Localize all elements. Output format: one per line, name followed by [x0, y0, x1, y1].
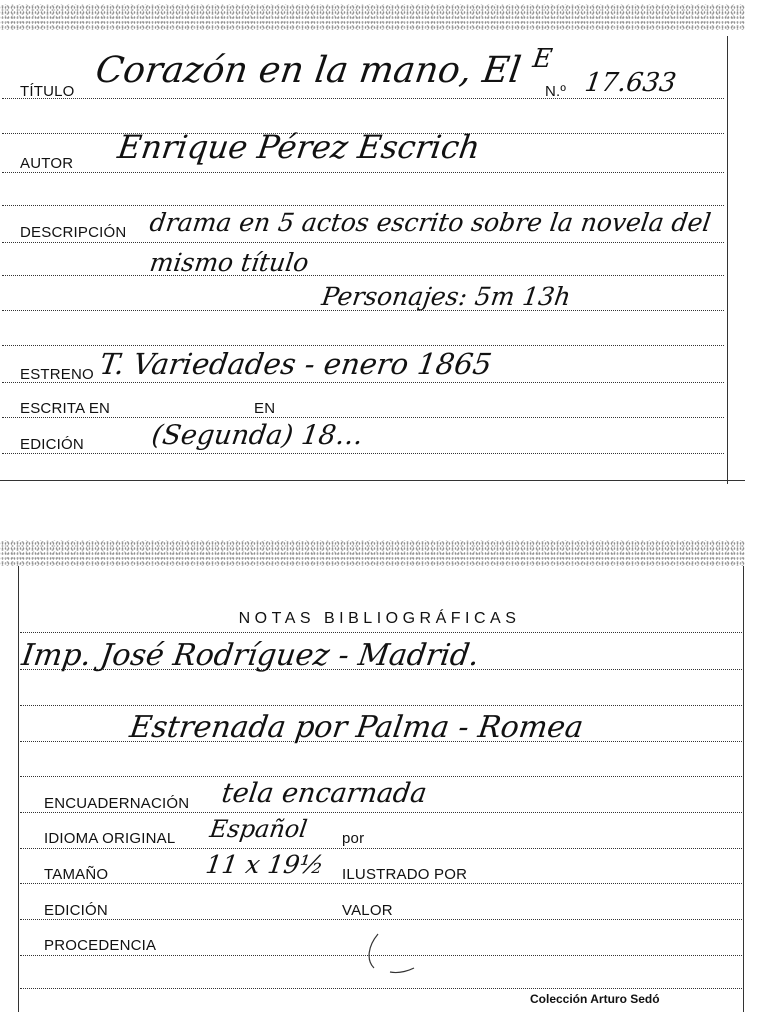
card-edge-speckle: [0, 4, 745, 30]
en-label: EN: [254, 400, 276, 417]
rule-line: [20, 988, 742, 989]
rule-line: [2, 98, 724, 99]
notes-title: NOTAS BIBLIOGRÁFICAS: [238, 610, 521, 627]
collection-footer: Colección Arturo Sedó: [530, 992, 660, 1006]
rule-line: [2, 275, 724, 276]
descripcion-label: DESCRIPCIÓN: [20, 224, 127, 241]
procedencia-label: PROCEDENCIA: [44, 937, 157, 954]
rule-line: [2, 172, 724, 173]
encuadernacion-label: ENCUADERNACIÓN: [44, 795, 190, 812]
edicion-label-2: EDICIÓN: [44, 902, 108, 919]
titulo-mark: E: [530, 44, 555, 74]
titulo-label: TÍTULO: [20, 83, 75, 100]
rule-line: [20, 632, 742, 633]
note-line2: Estrenada por Palma - Romea: [127, 710, 586, 745]
valor-label: VALOR: [342, 902, 393, 919]
card-left-border: [18, 566, 19, 1012]
rule-line: [20, 776, 742, 777]
note-line1: Imp. José Rodríguez - Madrid.: [19, 638, 482, 673]
rule-line: [20, 883, 742, 884]
rule-line: [2, 417, 724, 418]
pencil-mark: [360, 928, 420, 980]
por-label: por: [342, 830, 365, 847]
rule-line: [2, 453, 724, 454]
edicion-value: (Segunda) 18…: [149, 420, 366, 451]
idioma-label: IDIOMA ORIGINAL: [44, 830, 176, 847]
rule-line: [2, 242, 724, 243]
personajes: Personajes: 5m 13h: [319, 282, 573, 311]
card-right-border: [727, 36, 728, 484]
card-right-border: [743, 566, 744, 1012]
estreno-value: T. Variedades - enero 1865: [97, 347, 494, 381]
idioma-value: Español: [208, 815, 310, 843]
card-bottom-edge: [0, 480, 745, 493]
rule-line: [2, 205, 724, 206]
rule-line: [2, 345, 724, 346]
rule-line: [20, 812, 742, 813]
titulo-value: Corazón en la mano, El: [93, 50, 524, 91]
card-edge-speckle: [0, 540, 745, 566]
numero-label: N.º: [545, 83, 567, 100]
rule-line: [20, 848, 742, 849]
autor-label: AUTOR: [20, 155, 74, 172]
edicion-label: EDICIÓN: [20, 436, 84, 453]
encuadernacion-value: tela encarnada: [219, 778, 429, 809]
descripcion-line2: mismo título: [147, 248, 311, 277]
ilustrado-label: ILUSTRADO POR: [342, 866, 468, 883]
descripcion-line1: drama en 5 actos escrito sobre la novela del: [147, 208, 713, 237]
rule-line: [20, 919, 742, 920]
estreno-label: ESTRENO: [20, 366, 94, 383]
tamano-value: 11 x 19½: [203, 850, 326, 879]
tamano-label: TAMAÑO: [44, 866, 109, 883]
rule-line: [2, 382, 724, 383]
escrita-en-label: ESCRITA EN: [20, 400, 111, 417]
numero-value: 17.633: [582, 68, 679, 98]
autor-value: Enrique Pérez Escrich: [115, 128, 483, 166]
rule-line: [20, 705, 742, 706]
